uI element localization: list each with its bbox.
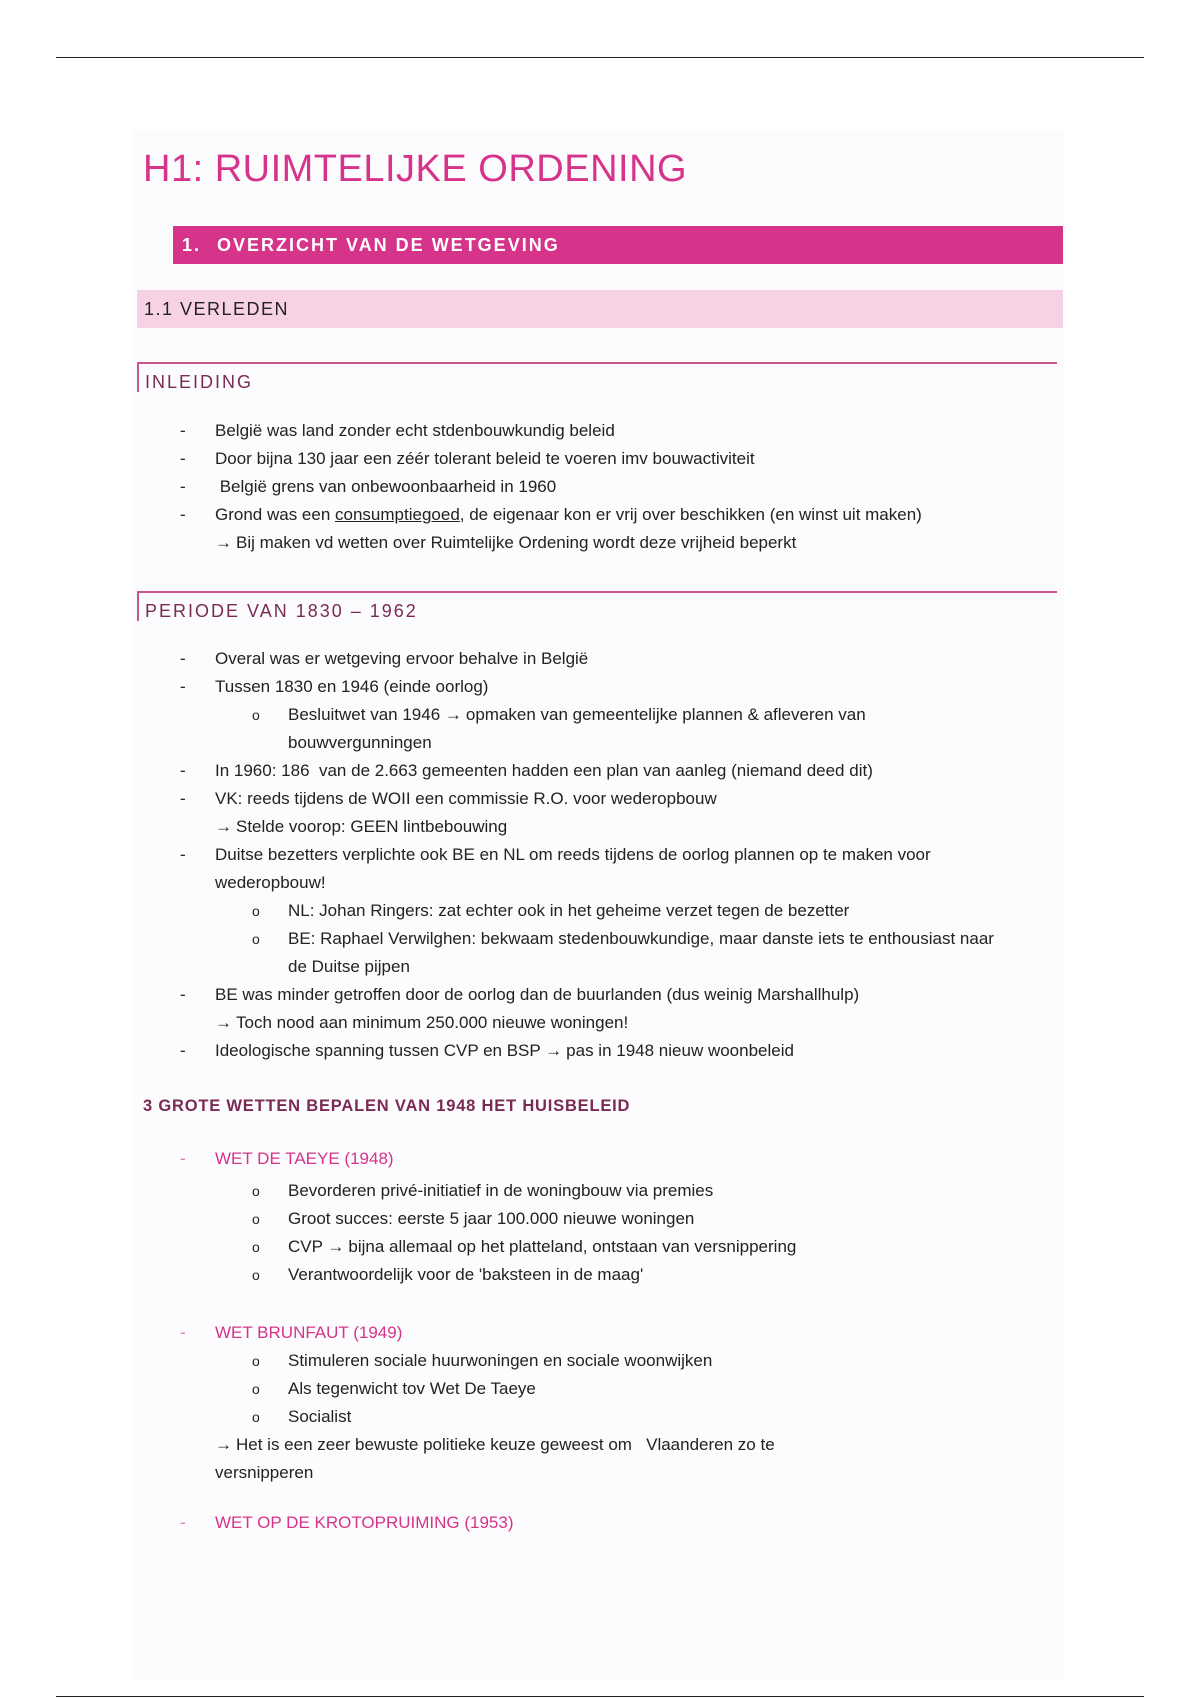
periode-list xyxy=(0,645,1048,1065)
sub-list-item: o Socialist xyxy=(0,1403,1048,1431)
bullet-icon: o xyxy=(252,903,260,919)
arrow-note: → Stelde voorop: GEEN lintbebouwing xyxy=(215,817,508,836)
section-number: 1. xyxy=(182,234,202,255)
arrow-note-continued: versnipperen xyxy=(215,1463,314,1482)
sub-list-item: o Verantwoordelijk voor de 'baksteen in de maag' xyxy=(0,1261,1048,1289)
inleiding-heading: INLEIDING xyxy=(137,362,1057,392)
bullet-icon: o xyxy=(252,931,260,947)
bullet-icon: o xyxy=(252,1183,260,1199)
list-item-continued: wederopbouw! xyxy=(215,873,326,892)
arrow-icon: → xyxy=(215,1013,232,1032)
list-item: - BE was minder getroffen door de oorlog dan de buurlanden (dus weinig Marshallhulp) xyxy=(180,985,860,1004)
arrow-icon: → xyxy=(444,705,462,724)
arrow-icon: → xyxy=(327,1237,345,1256)
list-item: - Overal was er wetgeving ervoor behalve in België xyxy=(180,649,589,668)
list-item: - België grens van onbewoonbaarheid in 1960 xyxy=(180,477,557,496)
arrow-icon: → xyxy=(215,1435,232,1454)
list-item: - Door bijna 130 jaar een zéér tolerant beleid te voeren imv bouwactiviteit xyxy=(180,449,755,468)
bullet-icon: o xyxy=(252,1409,260,1425)
list-item: - Ideologische spanning tussen CVP en BSP → pas in 1948 nieuw woonbeleid xyxy=(180,1041,794,1060)
sub-list-item: o Groot succes: eerste 5 jaar 100.000 nieuwe woningen xyxy=(0,1205,1048,1233)
bullet-icon: o xyxy=(252,1267,260,1283)
list-item: - Tussen 1830 en 1946 (einde oorlog) xyxy=(180,677,489,696)
arrow-note: → Bij maken vd wetten over Ruimtelijke Ordening wordt deze vrijheid beperkt xyxy=(215,533,797,552)
underlined-term: consumptiegoed xyxy=(335,505,460,524)
bullet-icon: o xyxy=(252,707,260,723)
list-item: - In 1960: 186 van de 2.663 gemeenten hadden een plan van aanleg (niemand deed dit) xyxy=(180,761,873,780)
grote-wetten-heading: 3 GROTE WETTEN BEPALEN VAN 1948 HET HUISBELEID xyxy=(143,1097,631,1115)
page-title: H1: RUIMTELIJKE ORDENING xyxy=(143,148,688,190)
bullet-icon: o xyxy=(252,1381,260,1397)
arrow-icon: → xyxy=(545,1041,563,1060)
inleiding-list xyxy=(0,417,1045,557)
sub-list-item: o CVP → bijna allemaal op het platteland, ontstaan van versnippering xyxy=(0,1233,1048,1261)
list-item: - België was land zonder echt stdenbouwkundig beleid xyxy=(180,421,615,440)
brunfaut-list xyxy=(0,1347,1048,1487)
bullet-icon: o xyxy=(252,1353,260,1369)
sub-list-item: o NL: Johan Ringers: zat echter ook in het geheime verzet tegen de bezetter xyxy=(0,897,1048,925)
bullet-icon: o xyxy=(252,1211,260,1227)
sub-list-item: o Bevorderen privé-initiatief in de woningbouw via premies xyxy=(0,1177,1048,1205)
arrow-icon: → xyxy=(215,533,232,552)
top-rule xyxy=(56,57,1144,58)
sub-list-item-continued: de Duitse pijpen xyxy=(288,957,410,976)
sub-list-item: o Stimuleren sociale huurwoningen en sociale woonwijken xyxy=(0,1347,1048,1375)
sub-list-item: o Besluitwet van 1946 → opmaken van gemeentelijke plannen & afleveren van xyxy=(0,701,1048,729)
sub-list-item-continued: bouwvergunningen xyxy=(288,733,432,752)
bottom-rule xyxy=(56,1696,1144,1697)
arrow-note: → Het is een zeer bewuste politieke keuze geweest om Vlaanderen zo te xyxy=(215,1435,775,1454)
section-heading xyxy=(173,226,1063,264)
bullet-icon: o xyxy=(252,1239,260,1255)
section-label: OVERZICHT VAN DE WETGEVING xyxy=(217,234,560,255)
sub-list-item: o Als tegenwicht tov Wet De Taeye xyxy=(0,1375,1048,1403)
subsection-heading: 1.1 VERLEDEN xyxy=(137,290,1063,328)
list-item: - Duitse bezetters verplichte ook BE en NL om reeds tijdens de oorlog plannen op te maken voor xyxy=(180,845,931,864)
arrow-note: → Toch nood aan minimum 250.000 nieuwe woningen! xyxy=(215,1013,629,1032)
sub-list-item: o BE: Raphael Verwilghen: bekwaam stedenbouwkundige, maar danste iets te enthousiast naar xyxy=(0,925,1048,953)
list-item: - VK: reeds tijdens de WOII een commissie R.O. voor wederopbouw xyxy=(180,789,717,808)
list-item: - Grond was een consumptiegoed, de eigenaar kon er vrij over beschikken (en winst uit maken) xyxy=(180,505,922,524)
taeye-list xyxy=(0,1177,1048,1289)
periode-heading: PERIODE VAN 1830 – 1962 xyxy=(137,591,1057,621)
arrow-icon: → xyxy=(215,817,232,836)
